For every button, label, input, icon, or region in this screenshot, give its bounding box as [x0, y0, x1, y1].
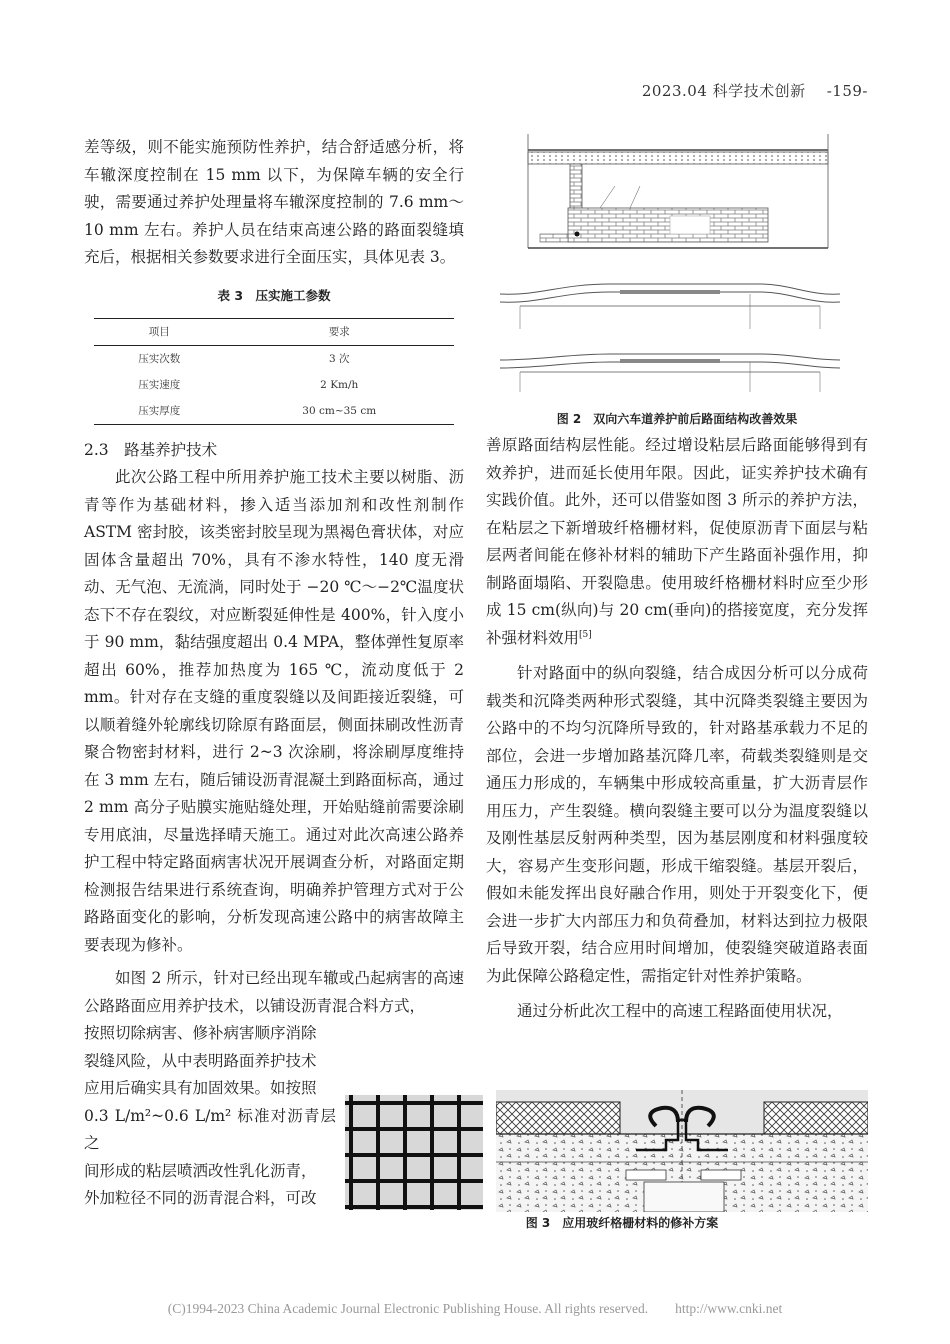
road-profile-after	[500, 354, 840, 392]
wrapped-line: 外加粒径不同的沥青混合料，可改	[84, 1189, 317, 1207]
figure-2-caption: 图 2 双向六车道养护前后路面结构改善效果	[556, 412, 798, 426]
column-header-item: 项目	[148, 325, 170, 338]
copyright-footer: (C)1994-2023 China Academic Journal Electronic Publishing House. All rights reserved. http://www.cnki.net	[167, 1301, 783, 1316]
table-row	[94, 372, 454, 398]
table-cell: 压实厚度	[138, 404, 181, 417]
table-cell: 30 cm~35 cm	[302, 404, 377, 417]
column-header-requirement: 要求	[328, 325, 350, 338]
figure-3-caption: 图 3 应用玻纤格栅材料的修补方案	[525, 1216, 719, 1230]
table-cell: 3 次	[328, 352, 350, 365]
road-profile-before	[500, 284, 840, 329]
cracks-paragraph: 针对路面中的纵向裂缝，结合成因分析可以分成荷载类和沉降类两种形式裂缝，其中沉降类裂缝主要因为公路中的不均匀沉降所导致的，针对路基承载力不足的部位，会进一步增加路基沉降几率，荷载类裂缝则是交通压力形成的，车辆集中形成较高重量，扩大沥青层作用压力，产生裂缝。横向裂缝主要可以分为温度裂缝以及刚性基层反射两种类型，因为基层刚度和材料强度较大，容易产生变形问题，形成干缩裂缝。基层开裂后，假如未能发挥出良好融合作用，则处于开裂变化下，便会进一步扩大内部压力和负荷叠加，材料达到拉力极限后导致开裂，结合应用时间增加，使裂缝突破道路表面为此保障公路稳定性，需指定针对性养护策略。	[486, 664, 868, 985]
wrapped-line: 按照切除病害、修补病害顺序消除	[84, 1024, 317, 1042]
figure-2-pavement-structure	[500, 134, 840, 394]
wrapped-line: 裂缝风险，从中表明路面养护技术	[84, 1051, 317, 1070]
wrapped-line: 0.3 L/m²~0.6 L/m² 标准对沥青层之	[84, 1106, 336, 1152]
intro-paragraph: 差等级，则不能实施预防性养护，结合舒适感分析，将车辙深度控制在 15 mm 以下，为保障车辆的安全行驶，需要通过养护处理量将车辙深度控制的 7.6 mm～10 mm 左右。养护人员在结束高速公路的路面裂缝填充后，根据相关参数要求进行全面压实，具体见表 3。	[84, 138, 464, 266]
fig2-reference-paragraph: 如图 2 所示，针对已经出现车辙或凸起病害的高速公路路面应用养护技术，以铺设沥青混合料方式，	[84, 969, 464, 1015]
right-column	[486, 432, 868, 1026]
table-title: 表 3 压实施工参数	[217, 287, 331, 303]
page-number: -159-	[826, 82, 868, 100]
compaction-params-table	[94, 318, 454, 425]
continued-text: 善原路面结构层性能。经过增设粘层后路面能够得到有效养护，进而延长使用年限。因此，证实养护技术确有实践价值。此外，还可以借鉴如图 3 所示的养护方法，在粘层之下新增玻纤格栅材料，促使原沥青下面层与粘层两者间能在修补材料的辅助下产生路面补强作用，抑制路面塌陷、开裂隐患。使用玻纤格栅材料时应至少形成 15 cm(纵向)与 20 cm(垂向)的搭接宽度，充分发挥补强材料效用	[486, 436, 868, 647]
citation: [5]	[579, 629, 592, 640]
figure-3-repair-scheme-diagram	[496, 1090, 868, 1212]
continued-paragraph	[486, 432, 868, 652]
table-cell: 2 Km/h	[320, 378, 359, 391]
table-cell: 压实速度	[138, 378, 181, 391]
wrapped-line: 应用后确实具有加固效果。如按照	[84, 1079, 317, 1097]
table-header-row	[94, 318, 454, 345]
body-paragraph: 此次公路工程中所用养护施工技术主要以树脂、沥青等作为基础材料，掺入适当添加剂和改性剂制作 ASTM 密封胶，该类密封胶呈现为黑褐色膏状体，对应固体含量超出 70%，具有不渗水特性，140 度无滑动、无气泡、无流淌，同时处于 −20 ℃～−2℃温度状态下不存在裂纹，对应断裂延伸性是 400%，针入度小于 90 mm，黏结强度超出 0.4 MPA，整体弹性复原率超出 60%，推荐加热度为 165 ℃，流动度低于 2 mm。针对存在支缝的重度裂缝以及间距接近裂缝，可以顺着缝外轮廓线切除原有路面层，侧面抹刷改性沥青聚合物密封材料，进行 2~3 次涂刷，将涂刷厚度维持在 3 mm 左右，随后铺设沥青混凝土到路面标高，通过 2 mm 高分子贴膜实施贴缝处理，开始贴缝前需要涂刷专用底油，尽量选择晴天施工。通过对此次高速公路养护工程中特定路面病害状况开展调查分析，对路面定期检测报告结果进行系统查询，明确养护管理方式对于公路路面变化的影响，分析发现高速公路中的病害故障主要表现为修补。	[84, 468, 464, 954]
section-heading: 2.3 路基养护技术	[84, 440, 218, 459]
table-cell: 压实次数	[138, 352, 181, 365]
final-paragraph: 通过分析此次工程中的高速工程路面使用状况，	[517, 1002, 843, 1020]
left-column	[84, 134, 464, 1213]
figure-3-fiberglass-grid-image	[345, 1095, 483, 1210]
journal-issue: 2023.04 科学技术创新	[641, 82, 806, 100]
table-row	[94, 345, 454, 372]
page-header	[642, 80, 868, 101]
table-row	[94, 398, 454, 425]
cross-section-diagram	[528, 134, 828, 248]
wrapped-line: 间形成的粘层喷洒改性乳化沥青，	[84, 1161, 317, 1180]
